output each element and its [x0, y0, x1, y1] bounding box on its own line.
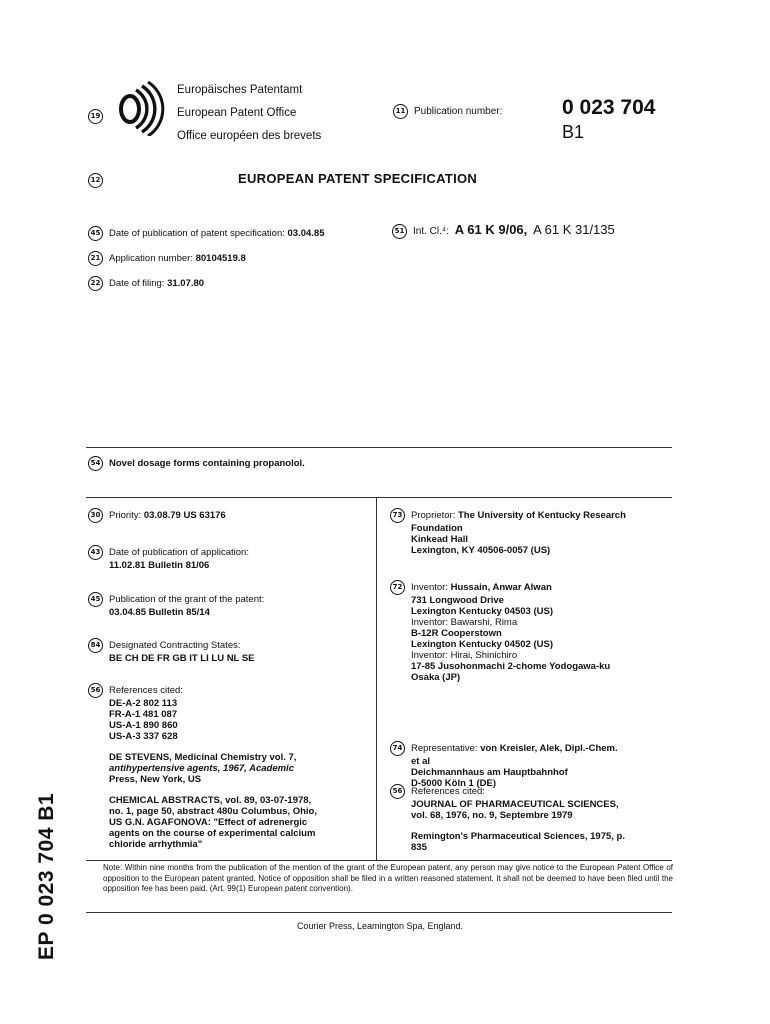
literature-ref-line: antihypertensive agents, 1967, Academic — [109, 763, 294, 774]
inventor-line: Lexington Kentucky 04502 (US) — [411, 639, 554, 650]
literature-ref-line: no. 1, page 50, abstract 480u Columbus, Ohio, — [109, 806, 317, 817]
code-45: 45 — [88, 226, 103, 241]
filing-row — [88, 276, 204, 291]
proprietor-line: Foundation — [411, 523, 463, 534]
reference-line: 835 — [411, 842, 427, 853]
app-num-row — [88, 251, 246, 266]
pub-date-row — [88, 226, 325, 241]
priority-row — [88, 508, 226, 523]
filing-value: 31.07.80 — [167, 278, 205, 290]
literature-ref-line: CHEMICAL ABSTRACTS, vol. 89, 03-07-1978, — [109, 795, 312, 806]
opposition-note: Note: Within nine months from the publication of the mention of the grant of the European patent, any person may give notice to the European Patent Office of opposition to the European patent granted. Notice of opposition shall be filed in a written reasoned statement. It shall not be deemed to have been filed until the opposition fee has been paid. (Art. 99(1) European patent convention). — [103, 863, 673, 893]
references-left-block — [88, 683, 317, 850]
filing-label: Date of filing: — [109, 278, 165, 290]
proprietor-line: The University of Kentucky Research — [458, 510, 626, 522]
representative-line: Deichmannhaus am Hauptbahnhof — [411, 767, 568, 778]
grant-pub-block — [88, 592, 264, 618]
code-43: 43 — [88, 545, 103, 560]
office-name-fr: Office européen des brevets — [177, 130, 322, 142]
code-84: 84 — [88, 638, 103, 653]
code-12: 12 — [88, 173, 103, 188]
literature-ref-line: DE STEVENS, Medicinal Chemistry vol. 7, — [109, 752, 297, 763]
patent-ref: US-A-3 337 628 — [109, 731, 178, 742]
app-pub-value: 11.02.81 Bulletin 81/06 — [109, 560, 210, 571]
invention-title: Novel dosage forms containing propanolol. — [109, 458, 305, 470]
literature-ref-line: agents on the course of experimental calcium — [109, 828, 316, 839]
divider-top — [86, 447, 672, 448]
divider-middle — [86, 497, 672, 498]
int-cl-primary: A 61 K 9/06, — [454, 222, 528, 237]
grant-pub-value: 03.04.85 Bulletin 85/14 — [109, 607, 210, 618]
representative-first: von Kreisler, Alek, Dipl.-Chem. — [480, 743, 618, 755]
code-74: 74 — [390, 741, 405, 756]
proprietor-line: Kinkead Hall — [411, 534, 469, 545]
code-30: 30 — [88, 508, 103, 523]
divider-bottom — [86, 912, 672, 913]
pub-date-value: 03.04.85 — [287, 228, 325, 240]
priority-label: Priority: — [109, 510, 142, 522]
states-block — [88, 638, 255, 664]
references-right-block — [390, 784, 625, 853]
document-title: EUROPEAN PATENT SPECIFICATION — [238, 171, 478, 186]
divider-note — [86, 860, 672, 861]
inventor-line: 731 Longwood Drive — [411, 595, 504, 606]
code-22: 22 — [88, 276, 103, 291]
app-num-value: 80104519.8 — [195, 253, 246, 265]
office-name-de: Europäisches Patentamt — [177, 84, 303, 96]
publication-number-label: Publication number: — [414, 106, 503, 118]
priority-value: 03.08.79 US 63176 — [143, 510, 226, 522]
int-cl-secondary: A 61 K 31/135 — [533, 222, 615, 237]
reference-line: vol. 68, 1976, no. 9, Septembre 1979 — [411, 810, 573, 821]
representative-label: Representative: — [411, 743, 478, 755]
reference-line: JOURNAL OF PHARMACEUTICAL SCIENCES, — [411, 799, 619, 810]
code-72: 72 — [390, 580, 405, 595]
kind-code: B1 — [562, 122, 585, 142]
patent-ref: FR-A-1 481 087 — [109, 709, 178, 720]
inventor-line: Inventor: Bawarshi, Rima — [411, 617, 518, 628]
proprietor-line: Lexington, KY 40506-0057 (US) — [411, 545, 551, 556]
references-right-label: References cited: — [411, 786, 485, 798]
office-name-en: European Patent Office — [177, 107, 297, 119]
pub-date-label: Date of publication of patent specification: — [109, 228, 285, 240]
column-divider — [376, 498, 377, 860]
representative-line: D-5000 Köln 1 (DE) — [411, 778, 496, 789]
references-left-label: References cited: — [109, 685, 183, 697]
code-54: 54 — [88, 456, 103, 471]
inventor-block — [390, 580, 610, 683]
literature-ref-line: chloride arrhythmia" — [109, 839, 203, 850]
reference-line: Remington's Pharmaceutical Sciences, 1975, p. — [411, 831, 625, 842]
inventor-line: B-12R Cooperstown — [411, 628, 502, 639]
literature-ref-line: Press, New York, US — [109, 774, 202, 785]
code-45-grant: 45 — [88, 592, 103, 607]
invention-title-row — [88, 456, 305, 471]
patent-ref: US-A-1 890 860 — [109, 720, 178, 731]
states-value: BE CH DE FR GB IT LI LU NL SE — [109, 653, 255, 664]
side-publication-label: EP 0 023 704 B1 — [35, 792, 58, 960]
code-73: 73 — [390, 508, 405, 523]
code-56-right: 56 — [390, 784, 405, 799]
code-51: 51 — [392, 224, 407, 239]
inventor-line: 17-85 Jusohonmachi 2-chome Yodogawa-ku — [411, 661, 611, 672]
inventor-label: Inventor: — [411, 582, 448, 594]
printer-footer: Courier Press, Leamington Spa, England. — [296, 921, 464, 931]
app-pub-block — [88, 545, 249, 571]
proprietor-label: Proprietor: — [411, 510, 456, 522]
code-19: 19 — [88, 109, 103, 124]
inventor-first: Hussain, Anwar Alwan — [450, 582, 552, 594]
app-pub-label: Date of publication of application: — [109, 547, 249, 559]
code-21: 21 — [88, 251, 103, 266]
patent-ref: DE-A-2 802 113 — [109, 698, 178, 709]
inventor-line: Inventor: Hirai, Shinichiro — [411, 650, 518, 661]
app-num-label: Application number: — [109, 253, 193, 265]
representative-line: et al — [411, 756, 431, 767]
representative-block — [390, 741, 618, 789]
code-56-left: 56 — [88, 683, 103, 698]
proprietor-block — [390, 508, 626, 556]
code-11: 11 — [393, 104, 408, 119]
grant-pub-label: Publication of the grant of the patent: — [109, 594, 265, 606]
epo-logo-icon — [116, 80, 166, 136]
inventor-line: Lexington Kentucky 04503 (US) — [411, 606, 554, 617]
literature-ref-line: US G.N. AGAFONOVA: "Effect of adrenergic — [109, 817, 308, 828]
states-label: Designated Contracting States: — [109, 640, 241, 652]
inventor-line: Osaka (JP) — [411, 672, 461, 683]
int-cl-label: Int. Cl.⁴: — [413, 226, 449, 237]
publication-number: 0 023 704 — [562, 96, 656, 119]
int-cl-row — [392, 222, 615, 240]
